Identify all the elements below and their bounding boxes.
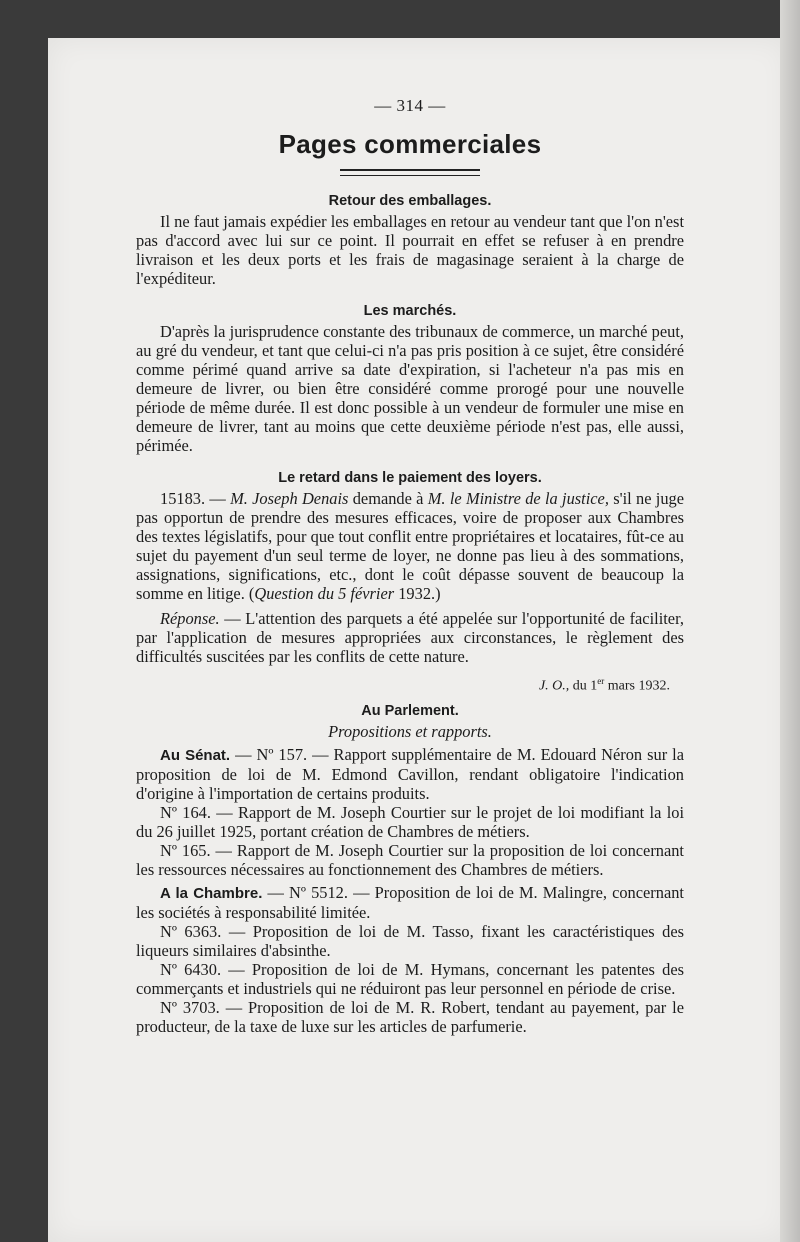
- question-person: M. Joseph Denais: [230, 489, 349, 508]
- question-verb: demande à: [352, 489, 424, 508]
- chambre-item-text: — Nº 5512. — Proposition de loi de M. Malingre, concernant les sociétés à responsabilité limitée.: [136, 882, 684, 922]
- chambre-item: Nº 3703. — Proposition de loi de M. R. Robert, tendant au payement, par le producteur, de la taxe de luxe sur les articles de parfumerie.: [136, 997, 684, 1036]
- source-citation: [136, 672, 684, 696]
- section-heading-parlement: Au Parlement.: [361, 702, 459, 719]
- question-year: 1932.): [398, 584, 441, 603]
- question-minister: M. le Ministre de la justice,: [427, 489, 609, 508]
- section-subheading-propositions: Propositions et rapports.: [328, 721, 492, 741]
- paragraph-marches: D'après la jurisprudence constante des tribunaux de commerce, un marché peut, au gré du vendeur, et tant que celui-ci n'a pas pris position à ce sujet, être considéré comme périmé quand arrive sa date d'expiration, si l'acheteur n'a pas mis en demeure de livrer, ou bien être considéré comme prorogé pour une nouvelle période de même durée. Il est donc possible à un vendeur de formuler une mise en demeure de livrer, tant au moins que cette deuxième période n'est pas, elle aussi, périmée.: [136, 322, 684, 455]
- senat-item: Nº 165. — Rapport de M. Joseph Courtier sur la proposition de loi concernant les ressources nécessaires au fonctionnement des Chambres de métiers.: [136, 840, 684, 879]
- chambre-item: [136, 883, 684, 922]
- page-number: — 314 —: [374, 96, 446, 115]
- senat-label: Au Sénat.: [160, 746, 231, 764]
- question-number: 15183. —: [160, 489, 226, 508]
- section-heading-marches: Les marchés.: [363, 303, 457, 319]
- next-page-edge: [780, 0, 800, 1242]
- paragraph-question: [136, 489, 684, 603]
- section-heading-retard: Le retard dans le paiement des loyers.: [278, 470, 542, 486]
- question-citation: Question du 5 février: [254, 584, 395, 603]
- chambre-item: Nº 6363. — Proposition de loi de M. Tasso, fixant les caractéristiques des liqueurs similaires d'absinthe.: [136, 921, 684, 960]
- source-jo: J. O.,: [538, 678, 570, 694]
- question-text: s'il ne juge pas opportun de prendre des mesures efficaces, voire de proposer aux Chambres des textes législatifs, pour que tout conflit entre propriétaires et locataires, fût-ce au sujet du payement d'un seul terme de loyer, ne donne pas lieu à des sommations, assignations, significations, etc., dont le coût dépasse souvent de beaucoup la somme en litige. (: [136, 489, 684, 603]
- source-date: mars 1932.: [607, 678, 670, 694]
- section-heading-retour: Retour des emballages.: [328, 193, 492, 209]
- chambre-label: A la Chambre.: [160, 884, 263, 902]
- title-rule: [340, 169, 480, 176]
- senat-item: [136, 745, 684, 803]
- reponse-label: Réponse.: [160, 609, 220, 628]
- senat-item: Nº 164. — Rapport de M. Joseph Courtier sur le projet de loi modifiant la loi du 26 juillet 1925, portant création de Chambres de métiers.: [136, 802, 684, 841]
- paragraph-retour: Il ne faut jamais expédier les emballages en retour au vendeur tant que l'on n'est pas d'accord avec lui sur ce point. Il pourrait en effet se refuser à en prendre livraison et les deux ports et les frais de magasinage seraient à la charge de l'expéditeur.: [136, 212, 684, 288]
- senat-item-text: — Nº 157. — Rapport supplémentaire de M. Edouard Néron sur la proposition de loi de M. Edmond Cavillon, rendant obligatoire l'indication d'origine à l'importation de certains produits.: [136, 744, 684, 803]
- reponse-text: — L'attention des parquets a été appelée sur l'opportunité de faciliter, par l'application de mesures appropriées aux circonstances, le règlement des difficultés suscitées par les conflits de cette nature.: [136, 609, 684, 666]
- chambre-item: Nº 6430. — Proposition de loi de M. Hymans, concernant les patentes des commerçants et industriels qui ne réduiront pas leur personnel en période de crise.: [136, 959, 684, 998]
- page-content: [136, 96, 684, 1036]
- source-du: du 1: [572, 678, 598, 694]
- page-title: Pages commerciales: [278, 129, 542, 159]
- paragraph-reponse: [136, 609, 684, 666]
- source-sup: er: [597, 676, 605, 686]
